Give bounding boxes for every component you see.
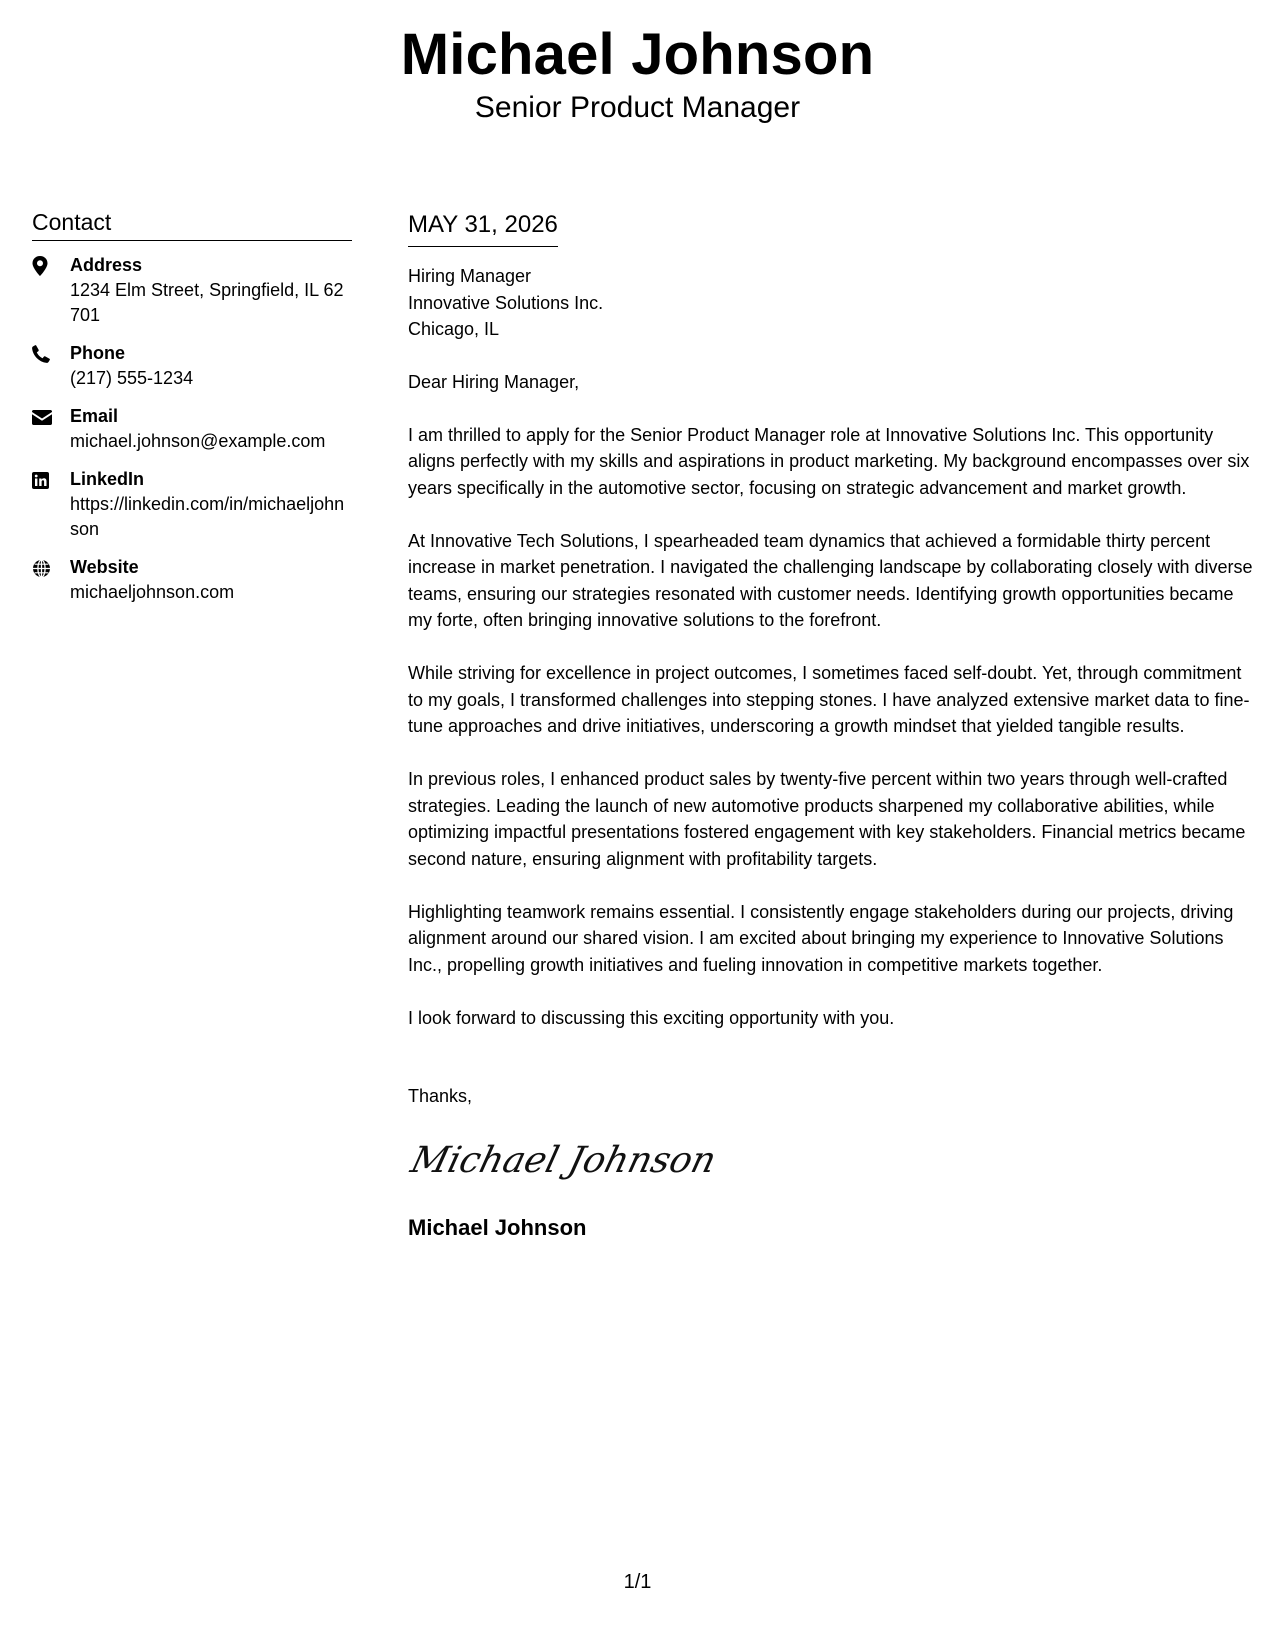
- letter-body: [408, 210, 1253, 1242]
- applicant-name: Michael Johnson: [400, 22, 875, 87]
- letter-paragraph: Highlighting teamwork remains essential. I consistently engage stakeholders during our projects, driving alignment around our shared vision. I am excited about bringing my experience to Innovative Solutions Inc., propelling growth initiatives and fueling innovation in competitive markets together.: [408, 901, 1234, 975]
- recipient-line: Chicago, IL: [408, 319, 500, 339]
- contact-label-linkedin: LinkedIn: [70, 469, 145, 489]
- contact-item-phone: [32, 341, 352, 391]
- signature-text: Michael Johnson: [406, 1138, 721, 1181]
- contact-value-email: michael.johnson@example.com: [70, 431, 326, 451]
- recipient-block: [408, 263, 1253, 343]
- map-pin-icon: [32, 253, 70, 277]
- contact-value-website: michaeljohnson.com: [70, 582, 235, 602]
- letter-paragraph: I look forward to discussing this exciting opportunity with you.: [408, 1007, 895, 1028]
- recipient-line: Innovative Solutions Inc.: [408, 292, 604, 313]
- letter-date: MAY 31, 2026: [408, 210, 558, 247]
- letter-paragraph: In previous roles, I enhanced product sales by twenty-five percent within two years through well-crafted strategies. Leading the launch of new automotive products sharpened my collaborative abilities, while optimizing impactful presentations fostered engagement with key stakeholders. Financial metrics became second nature, ensuring alignment with profitability targets.: [408, 769, 1246, 869]
- contact-heading: Contact: [32, 208, 352, 241]
- contact-label-phone: Phone: [70, 343, 126, 363]
- salutation: Dear Hiring Manager,: [408, 371, 580, 392]
- contact-value-address: 1234 Elm Street, Springfield, IL 62701: [70, 280, 344, 325]
- contact-label-email: Email: [70, 406, 119, 426]
- contact-item-email: [32, 404, 352, 454]
- contact-label-address: Address: [70, 255, 143, 275]
- letter-paragraph: I am thrilled to apply for the Senior Product Manager role at Innovative Solutions Inc. This opportunity aligns perfectly with my skills and aspirations in product marketing. My background encompasses over six years specifically in the automotive sector, focusing on strategic advancement and market growth.: [408, 424, 1250, 498]
- handwritten-signature: [408, 1128, 1253, 1190]
- contact-item-website: [32, 555, 352, 605]
- contact-value-phone: (217) 555-1234: [70, 368, 194, 388]
- signed-name: Michael Johnson: [408, 1214, 587, 1240]
- contact-label-website: Website: [70, 557, 139, 577]
- page-number: 1/1: [623, 1571, 652, 1593]
- closing: Thanks,: [408, 1086, 473, 1106]
- letter-paragraph: While striving for excellence in project outcomes, I sometimes faced self-doubt. Yet, through commitment to my goals, I transformed challenges into stepping stones. I have analyzed extensive market data to fine-tune approaches and drive initiatives, underscoring a growth mindset that yielded tangible results.: [408, 663, 1250, 736]
- letter-paragraph: At Innovative Tech Solutions, I spearheaded team dynamics that achieved a formidable thirty percent increase in market penetration. I navigated the challenging landscape by collaborating closely with diverse teams, ensuring our strategies resonated with customer needs. Identifying growth opportunities became my forte, often bringing innovative solutions to the forefront.: [408, 530, 1253, 630]
- linkedin-icon: [32, 467, 70, 491]
- contact-item-address: [32, 253, 352, 328]
- recipient-line: Hiring Manager: [408, 266, 532, 286]
- envelope-icon: [32, 404, 70, 428]
- letter-content: [408, 369, 1253, 1110]
- contact-value-linkedin: https://linkedin.com/in/michaeljohnson: [70, 494, 345, 539]
- contact-item-linkedin: [32, 467, 352, 542]
- phone-icon: [32, 341, 70, 365]
- contact-sidebar: [32, 208, 352, 618]
- globe-icon: [32, 555, 70, 579]
- letter-header: [0, 24, 1275, 126]
- applicant-title: Senior Product Manager: [474, 91, 801, 124]
